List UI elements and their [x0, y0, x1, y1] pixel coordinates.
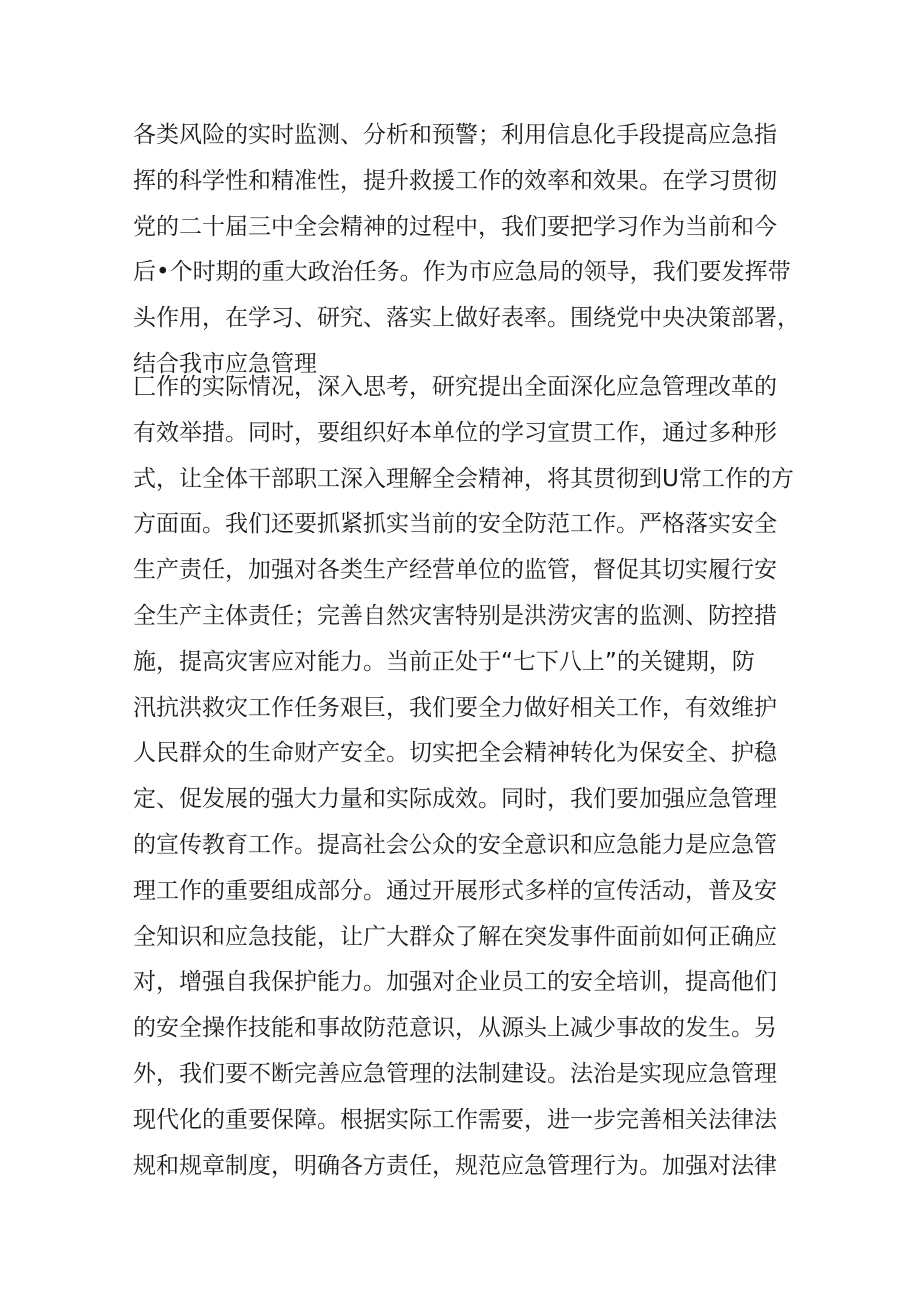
paragraph-1 [133, 113, 800, 388]
text-line: 的宣传教育工作。提高社会公众的安全意识和应急能力是应急管 [133, 831, 777, 858]
text-line: 方面面。我们还要抓紧抓实当前的安全防范工作。严格落实安全 [133, 511, 777, 538]
text-line: 有效举措。同时，要组织好本单位的学习宣贯工作，通过多种形 [133, 419, 777, 446]
text-line: 规和规章制度，明确各方责任，规范应急管理行为。加强对法律 [133, 1152, 777, 1179]
text-line: 党的二十届三中全会精神的过程中，我们要把学习作为当前和今 [133, 213, 777, 240]
text-line: 挥的科学性和精准性，提升救援工作的效率和效果。在学习贯彻 [133, 167, 777, 194]
text-line: 对，增强自我保护能力。加强对企业员工的安全培训，提高他们 [133, 969, 777, 996]
text-line: 定、促发展的强大力量和实际成效。同时，我们要加强应急管理 [133, 786, 777, 813]
text-line: 的安全操作技能和事故防范意识，从源头上减少事故的发生。另 [133, 1015, 777, 1042]
text-line: 外，我们要不断完善应急管理的法制建设。法治是实现应急管理 [133, 1060, 777, 1087]
text-line: 式，让全体干部职工深入理解全会精神，将其贯彻到U常工作的方 [133, 465, 794, 492]
text-line: 后•个时期的重大政治任务。作为市应急局的领导，我们要发挥带 [133, 259, 791, 286]
text-line: 理工作的重要组成部分。通过开展形式多样的宣传活动，普及安 [133, 877, 777, 904]
text-line: 匚作的实际情况，深入思考，研究提出全面深化应急管理改革的 [133, 374, 777, 400]
text-line: 结合我市应急管理 [133, 350, 317, 377]
text-line: 全生产主体责任；完善自然灾害特别是洪涝灾害的监测、防控措 [133, 602, 777, 629]
text-line: 全知识和应急技能，让广大群众了解在突发事件面前如何正确应 [133, 923, 777, 950]
paragraph-2 [133, 365, 793, 1189]
text-line: 现代化的重要保障。根据实际工作需要，进一步完善相关法律法 [133, 1106, 777, 1133]
text-line: 头作用，在学习、研究、落实上做好表率。围绕党中央决策部署， [133, 305, 800, 332]
text-line: 各类风险的实时监测、分析和预警；利用信息化手段提高应急指 [133, 122, 777, 148]
text-line: 人民群众的生命财产安全。切实把全会精神转化为保安全、护稳 [133, 740, 777, 767]
text-line: 生产责任，加强对各类生产经营单位的监管，督促其切实履行安 [133, 557, 777, 584]
text-line: 施，提高灾害应对能力。当前正处于“七下八上”的关键期，防 [133, 648, 755, 675]
text-line: 汛抗洪救灾工作任务艰巨，我们要全力做好相关工作，有效维护 [133, 694, 777, 721]
